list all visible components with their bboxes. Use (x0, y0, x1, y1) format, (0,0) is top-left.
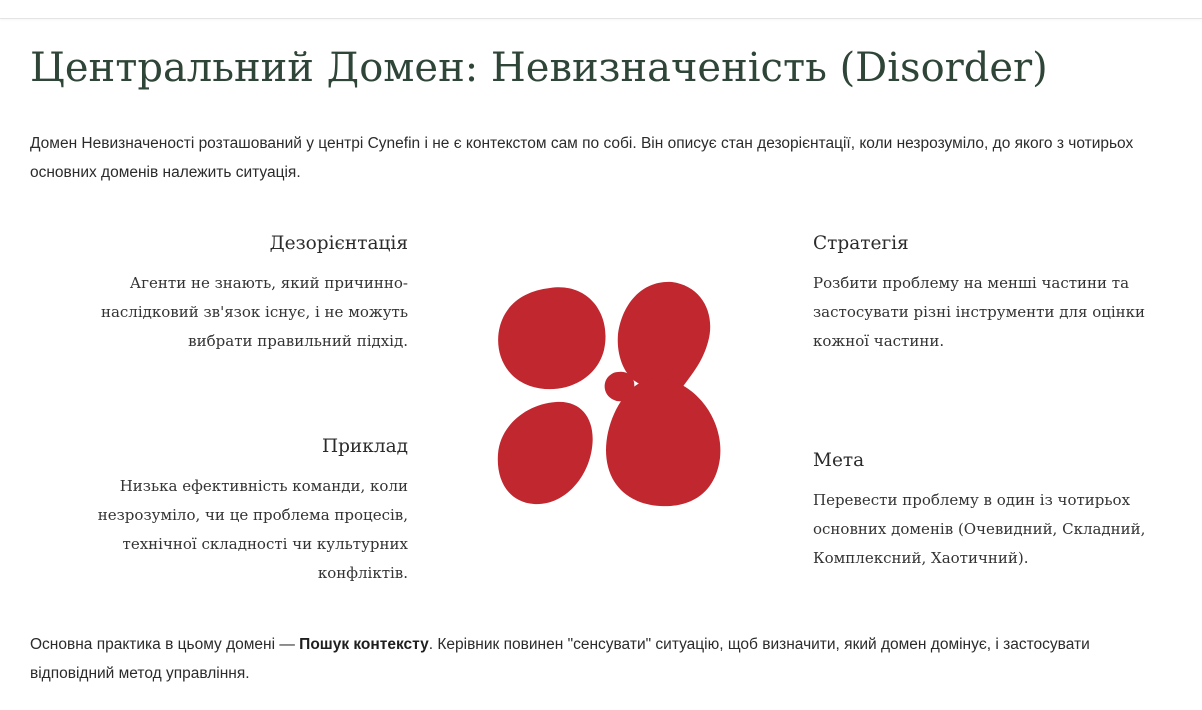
strategy-text: Розбити проблему на менші частини та застосувати різні інструменти для оцінки кожної частини. (813, 274, 1146, 350)
blob-top-left (498, 287, 605, 389)
disorientation-text: Агенти не знають, який причинно-наслідковий зв'язок існує, і не можуть вибрати правильний підхід. (100, 274, 408, 350)
blob-bottom-left (498, 402, 593, 504)
blob-top-right (618, 282, 710, 388)
disorder-blobs-icon (490, 278, 730, 514)
top-bar (0, 0, 1202, 19)
page-title: Центральний Домен: Невизначеність (Disorder) (30, 45, 1048, 91)
goal-block (813, 448, 1173, 573)
intro-paragraph: Домен Невизначеності розташований у центрі Cynefin і не є контекстом сам по собі. Він описує стан дезорієнтації, коли незрозуміло, до якого з чотирьох основних доменів належить ситуація. (30, 135, 1134, 181)
strategy-block (813, 231, 1173, 356)
example-heading: Приклад (321, 436, 408, 457)
strategy-heading: Стратегія (813, 233, 909, 254)
disorientation-block (60, 231, 408, 356)
goal-text: Перевести проблему в один із чотирьох основних доменів (Очевидний, Складний, Комплексний, Хаотичний). (813, 491, 1146, 567)
outro-text-before: Основна практика в цьому домені — (30, 636, 300, 653)
outro-key-practice: Пошук контексту (299, 636, 429, 653)
outro-text-after: . Керівник повинен "сенсувати" ситуацію, щоб визначити, який домен домінує, і застосувати відповідний метод управління. (30, 636, 1090, 682)
outro-paragraph (30, 630, 1170, 688)
blob-group (498, 282, 721, 506)
goal-heading: Мета (813, 450, 865, 471)
example-text: Низька ефективність команди, коли незрозуміло, чи це проблема процесів, технічної складності чи культурних конфліктів. (97, 477, 408, 582)
example-block (60, 434, 408, 588)
disorientation-heading: Дезорієнтація (269, 233, 408, 254)
